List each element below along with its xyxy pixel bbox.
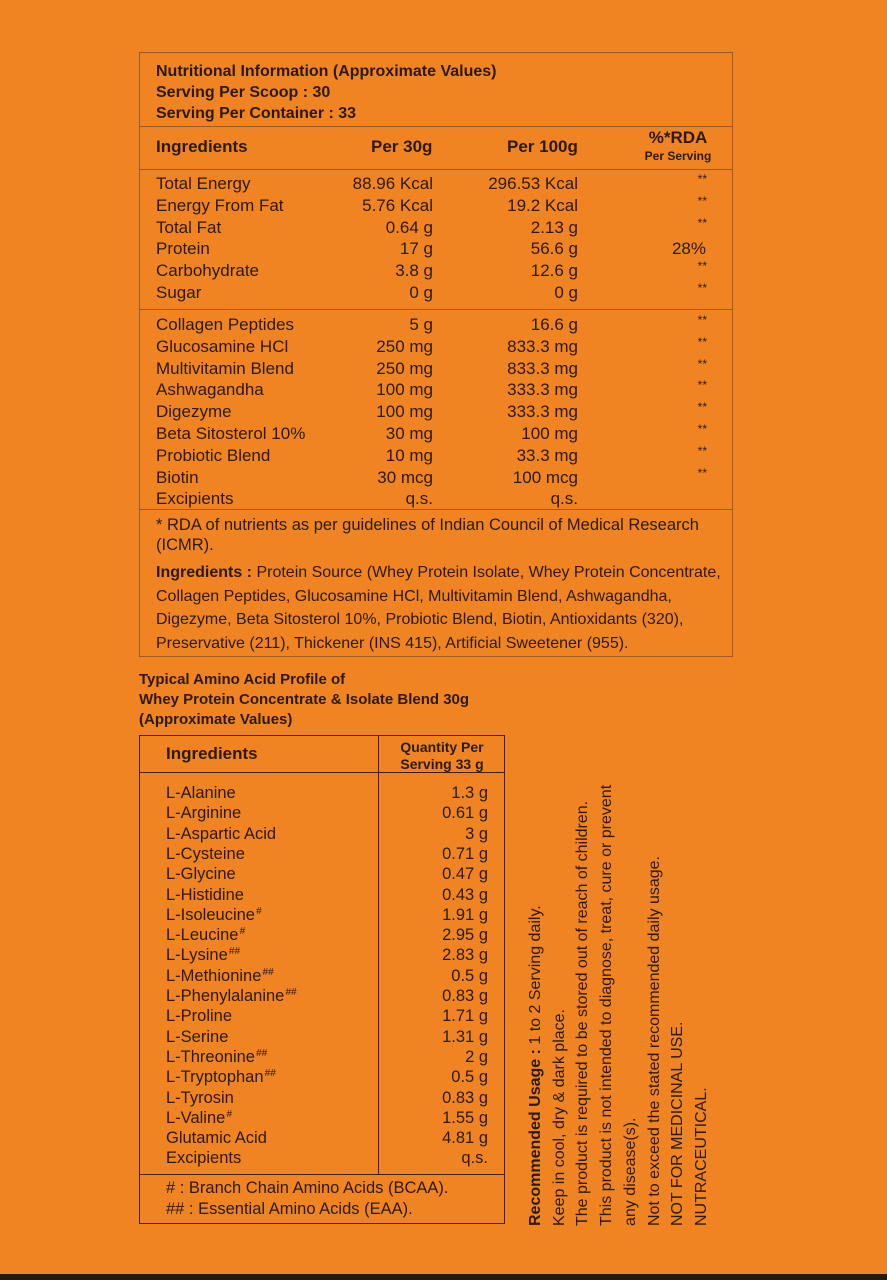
nutrient-rda: **: [697, 334, 707, 349]
nutrition-panel: [139, 52, 733, 657]
usage-line: [524, 766, 548, 1226]
amino-row: [140, 845, 506, 865]
amino-value: 0.83 g: [442, 1088, 488, 1107]
usage-text: 1 to 2 Serving daily.: [527, 905, 544, 1050]
amino-name: L-Threonine##: [166, 1047, 268, 1066]
nutrient-per-100g: 56.6 g: [530, 239, 578, 259]
amino-row: [140, 784, 506, 804]
nutrient-row: [140, 193, 734, 218]
amino-name: L-Phenylalanine##: [166, 987, 297, 1005]
amino-row: [140, 987, 506, 1007]
bottom-edge-bar: [0, 1274, 887, 1280]
divider: [140, 169, 732, 170]
nutrient-per-30g: 100 mg: [376, 402, 433, 422]
amino-row: [140, 1048, 506, 1068]
amino-name: L-Leucine#: [166, 926, 246, 945]
nutrient-name: Biotin: [156, 467, 199, 487]
nutrient-per-100g: 2.13 g: [530, 217, 578, 237]
amino-row: [140, 1149, 506, 1169]
amino-row: [140, 865, 506, 885]
nutrient-per-100g: 0 g: [554, 283, 578, 302]
amino-name: L-Glycine: [166, 865, 236, 884]
nutrient-rda: **: [697, 400, 707, 415]
nutrient-row: [140, 215, 734, 240]
nutrient-rda: **: [697, 281, 707, 295]
amino-value: 1.91 g: [442, 905, 488, 924]
amino-name: L-Tryptophan##: [166, 1068, 276, 1087]
nutrient-name: Multivitamin Blend: [156, 358, 294, 378]
amino-col-ingredients: Ingredients: [166, 744, 258, 763]
amino-value: 2 g: [465, 1047, 488, 1066]
nutrition-header: [156, 61, 496, 124]
nutrient-per-30g: 250 mg: [376, 336, 433, 356]
amino-row: [140, 1028, 506, 1048]
usage-line: Keep in cool, dry & dark place.: [550, 1008, 568, 1226]
quantity-header-line: Quantity Per: [400, 739, 484, 755]
divider: [140, 1174, 504, 1175]
amino-profile-title: [139, 670, 469, 730]
amino-name: L-Cysteine: [166, 844, 245, 863]
amino-row: [140, 886, 506, 906]
amino-value: 0.61 g: [442, 804, 488, 823]
nutrient-per-100g: 33.3 mg: [516, 445, 578, 465]
divider: [140, 126, 732, 127]
amino-name: L-Alanine: [166, 784, 236, 802]
usage-label: Recommended Usage :: [527, 1049, 544, 1226]
amino-value: 4.81 g: [442, 1129, 488, 1148]
divider: [140, 509, 732, 510]
nutrient-per-30g: 0 g: [409, 283, 433, 302]
amino-value: 1.31 g: [442, 1027, 488, 1046]
amino-name: L-Lysine##: [166, 946, 240, 965]
nutrient-row: [140, 465, 734, 490]
usage-line: NOT FOR MEDICINAL USE.: [669, 1021, 687, 1226]
eaa-legend: ## : Essential Amino Acids (EAA).: [166, 1200, 413, 1218]
amino-legend: [166, 1178, 448, 1220]
amino-mark: ##: [255, 1047, 268, 1059]
rda-footnote: * RDA of nutrients as per guidelines of Indian Council of Medical Research (ICMR).: [156, 516, 699, 554]
col-ingredients: Ingredients: [156, 137, 248, 156]
amino-name: L-Histidine: [166, 885, 244, 904]
nutrient-per-100g: 833.3 mg: [507, 358, 578, 378]
amino-value: 1.71 g: [442, 1007, 488, 1026]
amino-value: 0.47 g: [442, 865, 488, 884]
nutrient-per-30g: 88.96 Kcal: [352, 174, 433, 193]
amino-title-line: Typical Amino Acid Profile of: [139, 671, 346, 688]
amino-value: q.s.: [461, 1149, 488, 1168]
nutrient-rda: 28%: [671, 239, 706, 259]
nutrient-row: [140, 239, 734, 261]
nutrient-rda: **: [697, 259, 707, 274]
nutrient-per-30g: 10 mg: [385, 445, 433, 465]
amino-row: [140, 946, 506, 966]
amino-row: [140, 967, 506, 987]
nutrient-rda: **: [697, 465, 707, 480]
nutrient-row: [140, 380, 734, 402]
amino-acid-table: [139, 735, 505, 1224]
divider: [140, 309, 732, 310]
amino-name: L-Aspartic Acid: [166, 824, 277, 843]
amino-name: L-Proline: [166, 1007, 233, 1026]
nutrient-per-30g: 3.8 g: [395, 261, 433, 281]
ingredients-text: Protein Source (Whey Protein Isolate, Whey Protein Concentrate, Collagen Peptides, Glucosamine HCl, Multivitamin Blend, Ashwagandha, Digezyme, Beta Sitosterol 10%, Probiotic Blend, Biotin, Antioxidants (320), Preservative (211), Thickener (INS 415), Artificial Sweetener (955).: [156, 564, 721, 652]
amino-mark: ##: [262, 966, 274, 978]
amino-row: [140, 1068, 506, 1088]
nutrient-row: [140, 356, 734, 381]
nutrient-per-30g: 17 g: [399, 239, 433, 259]
usage-instructions: [524, 766, 714, 1226]
nutrient-per-100g: 100 mcg: [512, 467, 578, 487]
nutrient-name: Excipients: [156, 489, 234, 509]
amino-value: 2.83 g: [442, 946, 488, 965]
nutrient-per-100g: 333.3 mg: [507, 380, 578, 400]
nutrient-name: Ashwagandha: [156, 380, 264, 400]
usage-line: any disease(s).: [621, 1117, 639, 1226]
amino-name: L-Tyrosin: [166, 1088, 234, 1107]
nutrient-per-100g: 16.6 g: [530, 315, 578, 334]
nutrition-title: Nutritional Information (Approximate Values): [156, 63, 497, 80]
nutrient-per-30g: 0.64 g: [385, 217, 433, 237]
quantity-header-line: Serving 33 g: [400, 756, 484, 772]
ingredients-label: Ingredients :: [156, 564, 253, 581]
nutrient-per-100g: 333.3 mg: [507, 402, 578, 422]
nutrient-row: [140, 283, 734, 305]
nutrient-per-30g: 30 mcg: [377, 467, 433, 487]
amino-row: [140, 906, 506, 926]
amino-row: [140, 804, 506, 824]
amino-name: L-Methionine##: [166, 966, 274, 985]
nutrient-name: Total Fat: [156, 217, 222, 237]
nutrient-per-100g: 12.6 g: [530, 261, 578, 281]
col-per-30g: Per 30g: [371, 137, 433, 156]
amino-name: L-Valine#: [166, 1108, 232, 1127]
amino-title-line: (Approximate Values): [139, 711, 293, 728]
nutrient-name: Collagen Peptides: [156, 315, 294, 334]
nutrient-per-30g: 30 mg: [385, 424, 433, 443]
nutrient-per-100g: 100 mg: [521, 424, 578, 443]
amino-row: [140, 1089, 506, 1109]
nutrient-rda: **: [697, 356, 707, 371]
nutrient-name: Glucosamine HCl: [156, 336, 289, 356]
usage-line: NUTRACEUTICAL.: [692, 1087, 710, 1226]
col-rda: [628, 129, 728, 165]
amino-name: Excipients: [166, 1149, 242, 1168]
ingredients-statement: [156, 561, 736, 655]
nutrient-rda: **: [697, 215, 707, 230]
nutrient-rda: **: [697, 443, 707, 458]
nutrient-row: [140, 174, 734, 196]
nutrient-per-100g: 296.53 Kcal: [488, 174, 578, 193]
amino-row: [140, 926, 506, 946]
nutrient-name: Beta Sitosterol 10%: [156, 424, 306, 443]
nutrient-name: Sugar: [156, 283, 202, 302]
nutrient-row: [140, 315, 734, 337]
amino-row: [140, 1007, 506, 1027]
usage-line: This product is not intended to diagnose, treat, cure or prevent: [598, 784, 616, 1226]
amino-name: L-Isoleucine#: [166, 905, 262, 924]
amino-title-line: Whey Protein Concentrate & Isolate Blend 30g: [139, 691, 470, 708]
nutrient-per-100g: 833.3 mg: [507, 336, 578, 356]
amino-row: [140, 825, 506, 845]
amino-value: 2.95 g: [442, 926, 488, 945]
nutrient-rda: **: [697, 422, 707, 436]
amino-value: 3 g: [465, 824, 488, 843]
nutrient-rda: **: [697, 172, 707, 186]
amino-name: L-Serine: [166, 1027, 229, 1046]
nutrient-rda: **: [697, 313, 707, 327]
serving-per-scoop: Serving Per Scoop : 30: [156, 84, 331, 101]
usage-line: Not to exceed the stated recommended daily usage.: [645, 856, 663, 1226]
amino-value: 0.71 g: [442, 844, 488, 863]
nutrient-name: Protein: [156, 239, 210, 259]
col-per-100g: Per 100g: [507, 137, 578, 156]
amino-row: [140, 1129, 506, 1149]
nutrient-name: Total Energy: [156, 174, 251, 193]
amino-mark: #: [239, 926, 246, 938]
rda-sublabel: Per Serving: [644, 149, 712, 163]
amino-value: 0.5 g: [451, 966, 488, 985]
nutrient-per-30g: 100 mg: [376, 380, 433, 400]
amino-value: 0.43 g: [442, 885, 488, 904]
nutrient-per-30g: 250 mg: [376, 358, 433, 378]
nutrient-per-30g: 5.76 Kcal: [362, 195, 433, 215]
nutrient-per-100g: q.s.: [550, 489, 578, 509]
amino-mark: #: [226, 1108, 232, 1120]
bcaa-legend: # : Branch Chain Amino Acids (BCAA).: [166, 1179, 449, 1197]
nutrient-name: Energy From Fat: [156, 195, 284, 215]
nutrient-row: [140, 334, 734, 359]
amino-mark: ##: [285, 987, 297, 998]
nutrient-row: [140, 402, 734, 424]
amino-value: 0.83 g: [442, 987, 488, 1005]
nutrient-name: Probiotic Blend: [156, 445, 271, 465]
nutrient-name: Digezyme: [156, 402, 232, 422]
nutrient-name: Carbohydrate: [156, 261, 260, 281]
amino-name: Glutamic Acid: [166, 1129, 267, 1148]
nutrient-per-100g: 19.2 Kcal: [507, 195, 578, 215]
serving-per-container: Serving Per Container : 33: [156, 105, 357, 122]
rda-label: %*RDA: [648, 128, 708, 147]
amino-mark: #: [255, 905, 262, 917]
amino-value: 1.55 g: [442, 1108, 488, 1127]
amino-mark: ##: [228, 946, 240, 958]
nutrient-rda: **: [697, 193, 707, 208]
nutrient-per-30g: 5 g: [409, 315, 433, 334]
nutrient-per-30g: q.s.: [405, 489, 433, 509]
nutrient-rda: **: [697, 378, 707, 393]
nutrient-row: [140, 261, 734, 283]
amino-value: 0.5 g: [451, 1068, 488, 1087]
amino-col-quantity: [380, 739, 504, 773]
divider: [140, 772, 504, 773]
nutrient-row: [140, 443, 734, 468]
amino-name: L-Arginine: [166, 804, 242, 823]
amino-mark: ##: [264, 1068, 276, 1080]
amino-row: [140, 1109, 506, 1129]
nutrient-row: [140, 424, 734, 446]
amino-value: 1.3 g: [451, 784, 488, 802]
usage-line: The product is required to be stored out of reach of children.: [574, 800, 592, 1226]
